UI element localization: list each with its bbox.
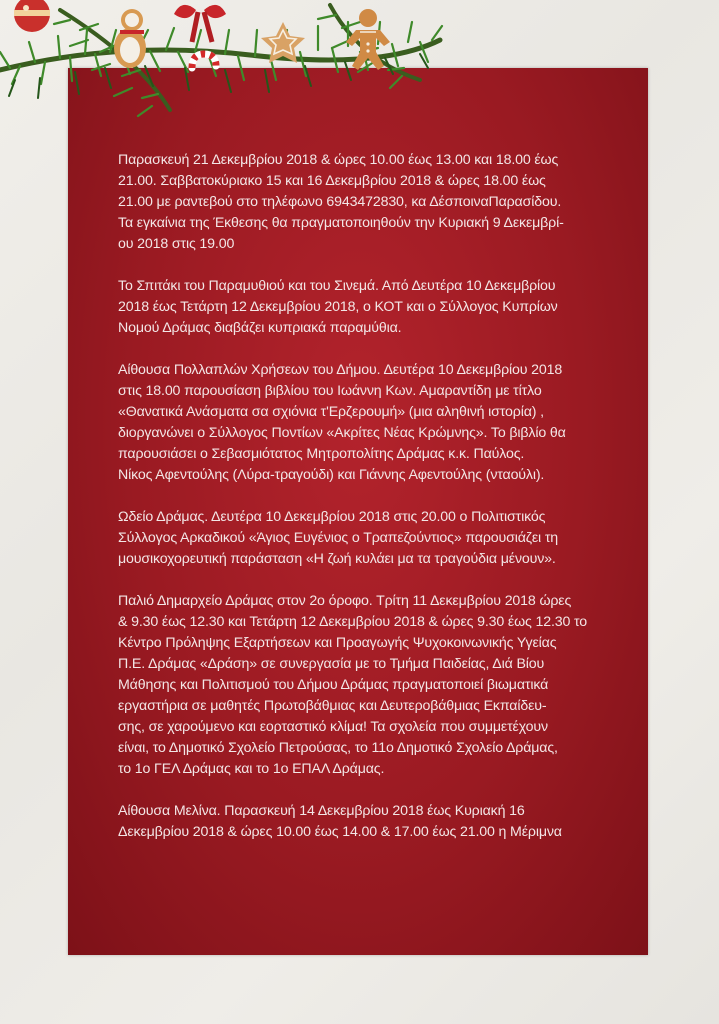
- text-line: Το Σπιτάκι του Παραμυθιού και του Σινεμά. Από Δευτέρα 10 Δεκεμβρίου: [118, 278, 556, 294]
- text-line: Νομού Δράμας διαβάζει κυπριακά παραμύθια.: [118, 320, 402, 336]
- paragraph-melina-hall: [118, 801, 600, 843]
- text-line: εργαστήρια σε μαθητές Πρωτοβάθμιας και Δευτεροβάθμιας Εκπαίδευ-: [118, 698, 547, 714]
- snowman-cookie-icon: [114, 9, 146, 68]
- text-line: Ωδείο Δράμας. Δευτέρα 10 Δεκεμβρίου 2018 στις 20.00 ο Πολιτιστικός: [118, 509, 546, 525]
- text-line: & 9.30 έως 12.30 και Τετάρτη 12 Δεκεμβρίου 2018 & ώρες 9.30 έως 12.30 το: [118, 614, 588, 630]
- text-line: Αίθουσα Μελίνα. Παρασκευή 14 Δεκεμβρίου 2018 έως Κυριακή 16: [118, 803, 525, 819]
- text-line: Π.Ε. Δράμας «Δράση» σε συνεργασία με το Τμήμα Παιδείας, Διά Βίου: [118, 656, 545, 672]
- text-line: σης, σε χαρούμενο και εορταστικό κλίμα! Τα σχολεία που συμμετέχουν: [118, 719, 548, 735]
- text-line: Μάθησης και Πολιτισμού του Δήμου Δράμας πραγματοποιεί βιωματικά: [118, 677, 549, 693]
- christmas-bauble-icon: [14, 0, 50, 32]
- christmas-garland-decoration: [0, 0, 450, 125]
- text-line: 2018 έως Τετάρτη 12 Δεκεμβρίου 2018, ο ΚΟΤ και ο Σύλλογος Κυπρίων: [118, 299, 558, 315]
- text-line: Αίθουσα Πολλαπλών Χρήσεων του Δήμου. Δευτέρα 10 Δεκεμβρίου 2018: [118, 362, 563, 378]
- text-line: είναι, το Δημοτικό Σχολείο Πετρούσας, το 11ο Δημοτικό Σχολείο Δράμας,: [118, 740, 558, 756]
- text-line: στις 18.00 παρουσίαση βιβλίου του Ιωάννη Κων. Αμαραντίδη με τίτλο: [118, 383, 542, 399]
- text-line: ου 2018 στις 19.00: [118, 236, 235, 252]
- text-line: 21.00. Σαββατοκύριακο 15 και 16 Δεκεμβρίου 2018 & ώρες 18.00 έως: [118, 173, 546, 189]
- text-line: Παλιό Δημαρχείο Δράμας στον 2ο όροφο. Τρίτη 11 Δεκεμβρίου 2018 ώρες: [118, 593, 572, 609]
- paragraph-workshops: [118, 591, 600, 780]
- text-line: «Θανατικά Ανάσματα σα σχιόνια τ'Ερζερουμή» (μια αληθινή ιστορία) ,: [118, 404, 544, 420]
- text-line: διοργανώνει ο Σύλλογος Ποντίων «Ακρίτες Νέας Κρώμνης». Το βιβλίο θα: [118, 425, 566, 441]
- text-line: παρουσιάσει ο Σεβασμιότατος Μητροπολίτης Δράμας κ.κ. Παύλος.: [118, 446, 525, 462]
- text-line: Κέντρο Πρόληψης Εξαρτήσεων και Προαγωγής Ψυχοκοινωνικής Υγείας: [118, 635, 557, 651]
- text-line: Νίκος Αφεντούλης (Λύρα-τραγούδι) και Γιάννης Αφεντούλης (νταούλι).: [118, 467, 545, 483]
- document-body: [118, 150, 600, 864]
- paragraph-conservatory-show: [118, 507, 600, 570]
- text-line: Τα εγκαίνια της Έκθεσης θα πραγματοποιηθούν την Κυριακή 9 Δεκεμβρί-: [118, 215, 564, 231]
- paragraph-book-presentation: [118, 360, 600, 486]
- paragraph-exhibition-hours: [118, 150, 600, 255]
- text-line: το 1ο ΓΕΛ Δράμας και το 1ο ΕΠΑΛ Δράμας.: [118, 761, 385, 777]
- text-line: 21.00 με ραντεβού στο τηλέφωνο 6943472830, κα ΔέσποιναΠαρασίδου.: [118, 194, 562, 210]
- text-line: μουσικοχορευτική παράσταση «Η ζωή κυλάει μα τα τραγούδια μένουν».: [118, 551, 556, 567]
- text-line: Δεκεμβρίου 2018 & ώρες 10.00 έως 14.00 & 17.00 έως 21.00 η Μέριμνα: [118, 824, 562, 840]
- text-line: Παρασκευή 21 Δεκεμβρίου 2018 & ώρες 10.00 έως 13.00 και 18.00 έως: [118, 152, 559, 168]
- paragraph-fairytale-house: [118, 276, 600, 339]
- text-line: Σύλλογος Αρκαδικού «Άγιος Ευγένιος ο Τραπεζούντιος» παρουσιάζει τη: [118, 530, 559, 546]
